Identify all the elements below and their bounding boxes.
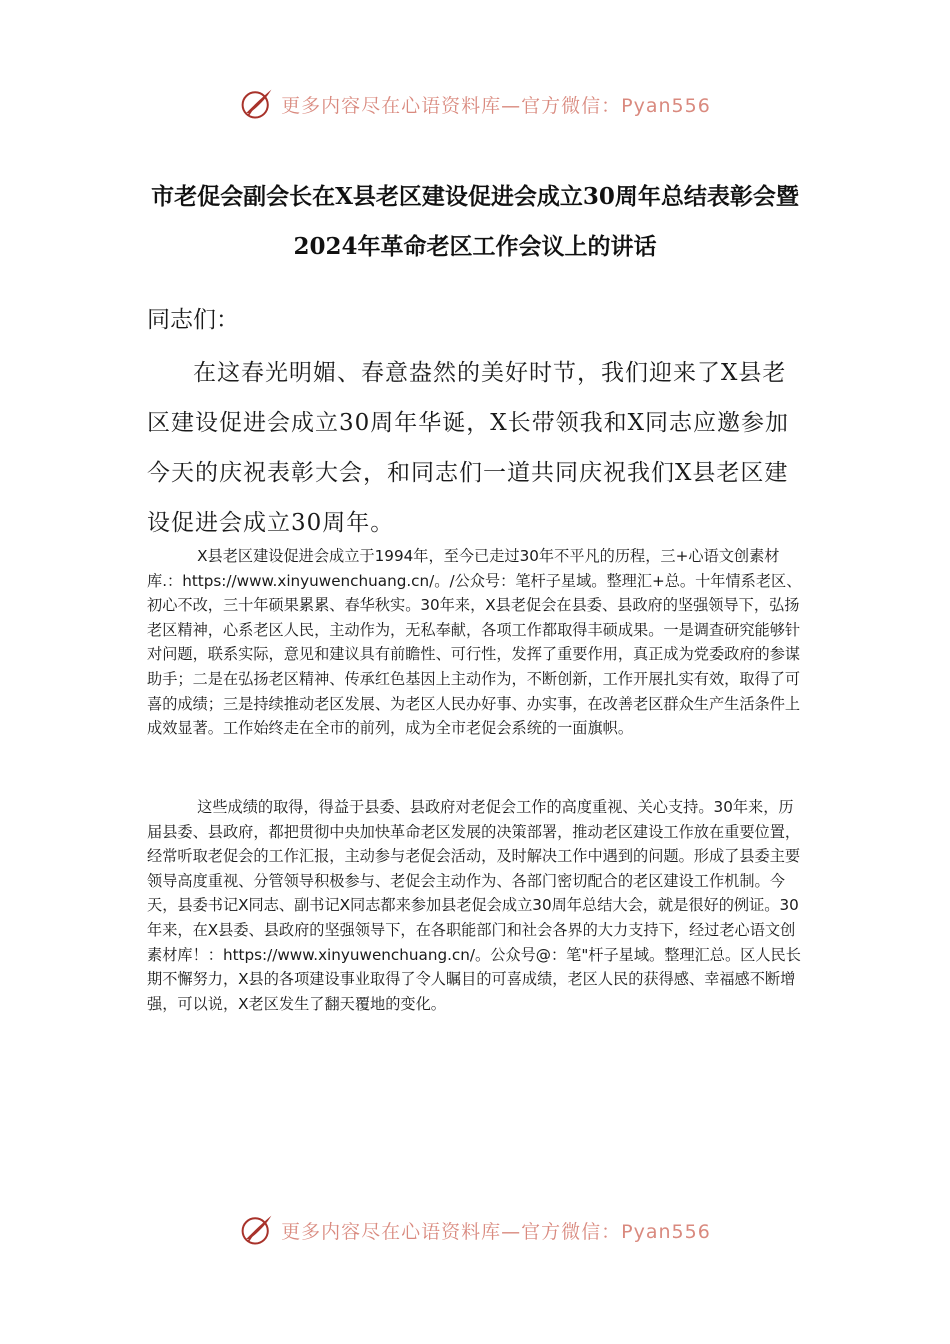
- footer-watermark: [0, 1208, 950, 1252]
- quill-logo-icon: [239, 86, 275, 122]
- quill-logo-icon: [239, 1212, 275, 1248]
- body-paragraph: X县老区建设促进会成立于1994年，至今已走过30年不平凡的历程，三+心语文创素材库.：https://www.xinyuwenchuang.cn/。/公众号：笔杆子星域。整理汇+总。十年情系老区、初心不改，三十年硕果累累、春华秋实。30年来，X县老促会在县委、县政府的坚强领导下，弘扬老区精神，心系老区人民，主动作为，无私奉献，各项工作都取得丰硕成果。一是调查研究能够针对问题，联系实际，意见和建议具有前瞻性、可行性，发挥了重要作用，真正成为党委政府的参谋助手；二是在弘扬老区精神、传承红色基因上主动作为，不断创新，工作开展扎实有效，取得了可喜的成绩；三是持续推动老区发展、为老区人民办好事、办实事，在改善老区群众生产生活条件上成效显著。工作始终走在全市的前列，成为全市老促会系统的一面旗帜。: [147, 547, 802, 738]
- watermark-text: 更多内容尽在心语资料库—官方微信：Pyan556: [281, 94, 711, 117]
- lead-paragraph: 在这春光明媚、春意盎然的美好时节，我们迎来了X县老区建设促进会成立30周年华诞，X长带领我和X同志应邀参加今天的庆祝表彰大会，和同志们一道共同庆祝我们X县老区建设促进会成立30周年。: [147, 360, 790, 536]
- header-watermark: [0, 82, 950, 126]
- document-title: 市老促会副会长在X县老区建设促进会成立30周年总结表彰会暨2024年革命老区工作会议上的讲话: [151, 183, 799, 260]
- salutation: 同志们：: [147, 307, 239, 333]
- body-paragraph: 这些成绩的取得，得益于县委、县政府对老促会工作的高度重视、关心支持。30年来，历届县委、县政府，都把贯彻中央加快革命老区发展的决策部署，推动老区建设工作放在重要位置，经常听取老促会的工作汇报，主动参与老促会活动，及时解决工作中遇到的问题。形成了县委主要领导高度重视、分管领导积极参与、老促会主动作为、各部门密切配合的老区建设工作机制。今天，县委书记X同志、副书记X同志都来参加县老促会成立30周年总结大会，就是很好的例证。30年来，在X县委、县政府的坚强领导下，在各职能部门和社会各界的大力支持下，经过老心语文创素材库！：https://www.xinyuwenchuang.cn/。公众号@：笔"杆子星域。整理汇总。区人民长期不懈努力，X县的各项建设事业取得了令人瞩目的可喜成绩，老区人民的获得感、幸福感不断增强，可以说，X老区发生了翻天覆地的变化。: [147, 798, 801, 1013]
- watermark-text: 更多内容尽在心语资料库—官方微信：Pyan556: [281, 1220, 711, 1243]
